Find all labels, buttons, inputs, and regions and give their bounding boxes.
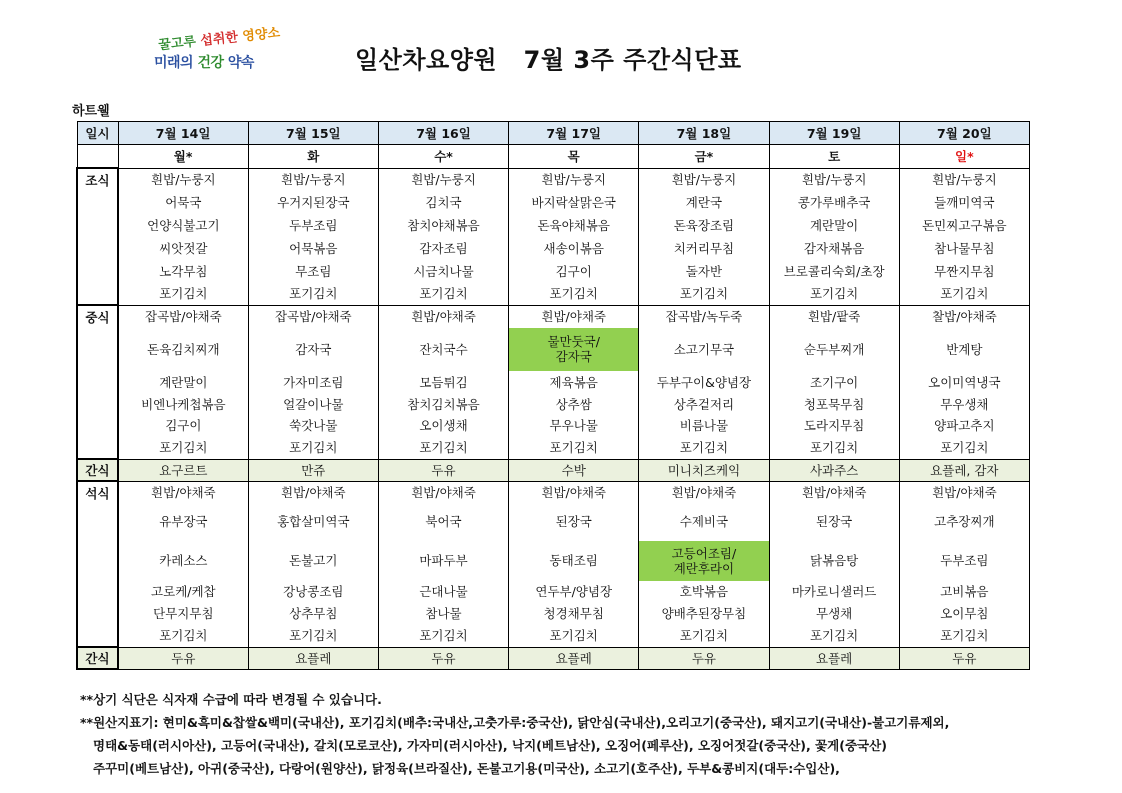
menu-item: 새송이볶음 (543, 240, 604, 256)
menu-item: 비엔나케첩볶음 (141, 396, 226, 412)
weekday-cell: 일* (899, 145, 1029, 169)
menu-item: 돈불고기 (289, 553, 338, 568)
menu-item: 호박볶음 (679, 584, 729, 599)
snack-cell: 만쥬 (248, 459, 378, 481)
meal-cell (769, 305, 899, 459)
menu-item-list (249, 482, 378, 647)
menu-item-list (119, 306, 248, 459)
menu-item: 김구이 (555, 263, 592, 279)
menu-item: 감자채볶음 (803, 240, 865, 256)
menu-item: 조기구이 (809, 374, 859, 390)
menu-item: 얼갈이나물 (283, 396, 344, 412)
menu-item: 청경채무침 (543, 606, 604, 621)
menu-item: 포기김치 (679, 440, 729, 455)
menu-item: 단무지무침 (153, 606, 214, 621)
snack-cell: 두유 (378, 459, 508, 481)
menu-item: 포기김치 (419, 286, 468, 301)
meal-row-breakfast (77, 168, 1030, 305)
menu-item: 쑥갓나물 (289, 418, 338, 433)
weekday-cell: 수* (378, 145, 508, 169)
meal-cell (639, 305, 769, 459)
meal-cell (639, 481, 769, 647)
menu-item: 흰밥/야채죽 (151, 484, 216, 500)
menu-item: 무우나물 (549, 418, 598, 433)
menu-item: 우거지된장국 (277, 194, 350, 210)
origin-notice-cont: 명태&동태(러시아산), 고등어(국내산), 갈치(모로코산), 가자미(러시아산), 낙지(베트남산), 오징어(페루산), 오징어젓갈(중국산), 꽃게(중국산) (93, 738, 887, 753)
snack-cell: 수박 (509, 459, 639, 481)
department-label: 하트웰 (72, 104, 110, 119)
meal-row-lunch (77, 305, 1030, 459)
logo-text: 영양소 (241, 25, 281, 45)
menu-item-list (119, 169, 248, 305)
menu-item: 연두부/양념장 (535, 584, 613, 599)
menu-item-list (509, 482, 638, 647)
snack-cell: 두유 (378, 647, 508, 669)
menu-item: 흰밥/야채죽 (932, 484, 997, 500)
menu-item: 잡곡밥/야채죽 (145, 309, 222, 324)
menu-item: 김치국 (425, 194, 462, 210)
menu-item: 수제비국 (679, 514, 729, 529)
menu-item: 근대나물 (419, 584, 468, 599)
snack-cell: 사과주스 (769, 459, 899, 481)
menu-item-list (509, 169, 638, 305)
menu-item: 포기김치 (940, 286, 989, 301)
menu-item: 노각무침 (159, 263, 208, 279)
meal-cell (378, 481, 508, 647)
menu-item: 유부장국 (159, 514, 208, 529)
weekday-cell: 토 (769, 145, 899, 169)
menu-item-list (249, 306, 378, 459)
menu-item: 잡곡밥/녹두죽 (665, 309, 743, 324)
snack-label: 간식 (77, 647, 118, 669)
menu-item-list (770, 482, 899, 647)
menu-item: 흰밥/야채죽 (541, 309, 606, 324)
menu-item: 포기김치 (940, 628, 989, 643)
date-cell: 7월 18일 (639, 122, 769, 145)
meal-row-dinner (77, 481, 1030, 647)
menu-item: 포기김치 (289, 628, 338, 643)
menu-item: 포기김치 (809, 286, 859, 301)
menu-item: 제육볶음 (549, 374, 598, 390)
menu-item: 돈민찌고구볶음 (922, 217, 1007, 233)
menu-item: 마파두부 (419, 553, 468, 568)
menu-item: 상추무침 (289, 606, 338, 621)
menu-item: 어묵볶음 (289, 240, 338, 256)
menu-item: 돈육장조림 (673, 217, 735, 233)
weekday-cell: 목 (509, 145, 639, 169)
menu-item: 된장국 (816, 514, 853, 529)
menu-item: 고로케/케찹 (151, 584, 216, 599)
menu-item-list (639, 169, 768, 305)
menu-item: 포기김치 (679, 628, 729, 643)
menu-item-list (639, 482, 768, 647)
menu-item: 포기김치 (940, 440, 989, 455)
menu-item: 참나물 (425, 606, 462, 621)
menu-item: 흰밥/누룽지 (541, 172, 606, 187)
date-cell: 7월 17일 (509, 122, 639, 145)
menu-item: 상추겉저리 (673, 396, 735, 412)
menu-item: 김구이 (165, 418, 202, 433)
menu-item: 돌자반 (685, 263, 723, 279)
page-title: 일산차요양원 7월 3주 주간식단표 (355, 46, 742, 74)
meal-cell (639, 168, 769, 305)
menu-item: 오이무침 (940, 606, 989, 621)
menu-item: 무짠지무침 (934, 263, 995, 279)
menu-item: 감자조림 (419, 240, 468, 256)
menu-item: 카레소스 (159, 553, 208, 568)
meal-cell (378, 168, 508, 305)
menu-item: 상추쌈 (555, 396, 592, 412)
snack-cell: 요구르트 (118, 459, 248, 481)
menu-item: 감자국 (295, 341, 332, 357)
snack-cell: 요플레 (509, 647, 639, 669)
menu-item: 가자미조림 (283, 374, 344, 390)
menu-item-list (509, 306, 638, 459)
menu-item: 모듬튀김 (419, 374, 468, 390)
snack-cell: 요플레, 감자 (899, 459, 1029, 481)
menu-item: 닭볶음탕 (809, 553, 859, 568)
meal-cell (509, 481, 639, 647)
menu-item: 흰밥/누룽지 (411, 172, 476, 187)
menu-item: 오이미역냉국 (928, 374, 1001, 390)
menu-item-list (379, 482, 508, 647)
menu-item: 포기김치 (159, 628, 208, 643)
menu-item: 바지락살맑은국 (531, 194, 616, 210)
menu-item: 무우생채 (940, 396, 989, 412)
header-label: 일시 (77, 122, 118, 145)
weekday-label-blank (77, 145, 118, 169)
menu-item-list (379, 306, 508, 459)
weekly-menu-table (76, 121, 1030, 670)
menu-item: 흰밥/야채죽 (541, 484, 606, 500)
weekday-cell: 금* (639, 145, 769, 169)
meal-cell (248, 168, 378, 305)
menu-item: 찰밥/야채죽 (932, 309, 997, 324)
menu-item: 마카로니샐러드 (791, 584, 877, 599)
menu-item-list (900, 482, 1029, 647)
date-cell: 7월 19일 (769, 122, 899, 145)
menu-item: 도라지무침 (803, 418, 865, 433)
meal-label: 중식 (77, 305, 118, 459)
meal-cell (378, 305, 508, 459)
menu-item: 두부조림 (289, 217, 338, 233)
menu-item: 포기김치 (679, 286, 729, 301)
meal-cell (248, 305, 378, 459)
menu-item-list (249, 169, 378, 305)
menu-item-list (119, 482, 248, 647)
meal-cell (118, 305, 248, 459)
menu-item: 동태조림 (549, 553, 598, 568)
menu-item: 북어국 (425, 514, 462, 529)
menu-item: 오이생채 (419, 418, 468, 433)
snack-label: 간식 (77, 459, 118, 481)
menu-item-list (770, 169, 899, 305)
menu-item: 흰밥/야채죽 (411, 309, 476, 324)
menu-item: 잡곡밥/야채죽 (274, 309, 352, 324)
logo-text: 약속 (227, 55, 254, 71)
date-cell: 7월 16일 (378, 122, 508, 145)
logo-text: 미래의 (154, 55, 194, 71)
meal-cell (899, 305, 1029, 459)
menu-item: 포기김치 (419, 440, 468, 455)
menu-item: 시금치나물 (413, 263, 474, 279)
meal-label: 석식 (77, 481, 118, 647)
menu-item: 비름나물 (679, 418, 729, 433)
menu-item: 계란말이 (159, 374, 208, 390)
date-cell: 7월 14일 (118, 122, 248, 145)
snack-cell: 요플레 (769, 647, 899, 669)
meal-label: 조식 (77, 168, 118, 305)
snack-cell: 미니치즈케익 (639, 459, 769, 481)
meal-cell (769, 168, 899, 305)
menu-item: 돈육야채볶음 (537, 217, 610, 233)
menu-item: 무생채 (816, 606, 853, 621)
origin-notice-cont: 주꾸미(베트남산), 아귀(중국산), 다랑어(원양산), 닭정육(브라질산), 돈불고기용(미국산), 소고기(호주산), 두부&콩비지(대두:수입산), (93, 761, 840, 776)
date-header-row (77, 122, 1030, 145)
meal-cell (118, 168, 248, 305)
menu-item: 강낭콩조림 (283, 584, 344, 599)
weekday-cell: 월* (118, 145, 248, 169)
meal-cell (509, 168, 639, 305)
menu-item: 청포묵무침 (803, 396, 865, 412)
menu-item: 언양식불고기 (147, 217, 220, 233)
meal-cell (509, 305, 639, 459)
notes (80, 688, 949, 780)
snack-cell: 두유 (899, 647, 1029, 669)
menu-item: 들깨미역국 (934, 194, 995, 210)
menu-item: 흰밥/누룽지 (671, 172, 737, 187)
menu-item: 포기김치 (159, 440, 208, 455)
menu-item: 포기김치 (289, 286, 338, 301)
snack-cell: 요플레 (248, 647, 378, 669)
logo-text: 건강 (197, 55, 224, 71)
snack-cell: 두유 (118, 647, 248, 669)
menu-item: 흰밥/야채죽 (671, 484, 737, 500)
menu-item: 포기김치 (549, 286, 598, 301)
meal-cell (769, 481, 899, 647)
menu-item: 돈육김치찌개 (147, 341, 220, 357)
origin-notice: **원산지표기: 현미&흑미&찹쌀&백미(국내산), 포기김치(배추:국내산,고춧가루:중국산), 닭안심(국내산),오리고기(중국산), 돼지고기(국내산)-불고기류제외, (80, 715, 950, 730)
menu-item-list (639, 306, 768, 459)
meal-cell (899, 168, 1029, 305)
menu-item: 포기김치 (809, 628, 859, 643)
meal-cell (899, 481, 1029, 647)
menu-item: 고비볶음 (940, 584, 989, 599)
menu-item: 물만둣국/ 감자국 (509, 328, 638, 371)
menu-item: 흰밥/야채죽 (411, 484, 476, 500)
meal-cell (118, 481, 248, 647)
menu-item-list (379, 169, 508, 305)
menu-item: 콩가루배추국 (797, 194, 871, 210)
menu-item: 포기김치 (419, 628, 468, 643)
snack-cell: 두유 (639, 647, 769, 669)
menu-item: 참나물무침 (934, 240, 995, 256)
menu-item: 어묵국 (165, 194, 202, 210)
menu-item: 포기김치 (289, 440, 338, 455)
date-cell: 7월 20일 (899, 122, 1029, 145)
menu-item: 포기김치 (549, 440, 598, 455)
menu-item: 브로콜리숙회/초장 (783, 263, 885, 279)
logo-text: 섭취한 (199, 30, 239, 49)
snack-row (77, 459, 1030, 481)
menu-item: 참치김치볶음 (407, 396, 480, 412)
menu-item: 두부구이&양념장 (656, 374, 752, 390)
menu-item: 포기김치 (549, 628, 598, 643)
menu-item: 참치야채볶음 (407, 217, 480, 233)
snack-row (77, 647, 1030, 669)
menu-item: 흰밥/야채죽 (281, 484, 346, 500)
menu-item: 흰밥/누룽지 (281, 172, 346, 187)
date-cell: 7월 15일 (248, 122, 378, 145)
menu-item-list (900, 169, 1029, 305)
meal-cell (248, 481, 378, 647)
menu-item: 잔치국수 (419, 341, 468, 357)
menu-item: 흰밥/누룽지 (801, 172, 867, 187)
menu-item: 흰밥/팥죽 (807, 309, 861, 324)
change-notice: **상기 식단은 식자재 수급에 따라 변경될 수 있습니다. (80, 692, 382, 707)
menu-item: 계란국 (685, 194, 723, 210)
weekday-cell: 화 (248, 145, 378, 169)
menu-item: 씨앗젓갈 (159, 240, 208, 256)
weekday-row (77, 145, 1030, 169)
menu-item: 무조림 (295, 263, 332, 279)
logo-text: 꿀고루 (157, 34, 197, 54)
menu-item: 두부조림 (940, 553, 989, 568)
menu-item: 흰밥/야채죽 (801, 484, 867, 500)
menu-item: 흰밥/누룽지 (151, 172, 216, 187)
menu-item: 양파고추지 (934, 418, 995, 433)
menu-item: 된장국 (555, 514, 592, 529)
menu-item: 반계탕 (946, 341, 983, 357)
menu-item: 계란말이 (809, 217, 859, 233)
menu-item: 소고기무국 (673, 341, 735, 357)
menu-item-list (900, 306, 1029, 459)
logo (148, 22, 281, 92)
menu-item: 고추장찌개 (934, 514, 995, 529)
menu-item: 홍합살미역국 (277, 514, 350, 529)
menu-item: 양배추된장무침 (661, 606, 747, 621)
menu-item: 포기김치 (809, 440, 859, 455)
menu-item: 흰밥/누룽지 (932, 172, 997, 187)
menu-item: 포기김치 (159, 286, 208, 301)
menu-item-list (770, 306, 899, 459)
menu-item: 고등어조림/ 계란후라이 (639, 541, 768, 581)
menu-item: 순두부찌개 (803, 341, 865, 357)
menu-item: 치커리무침 (673, 240, 735, 256)
